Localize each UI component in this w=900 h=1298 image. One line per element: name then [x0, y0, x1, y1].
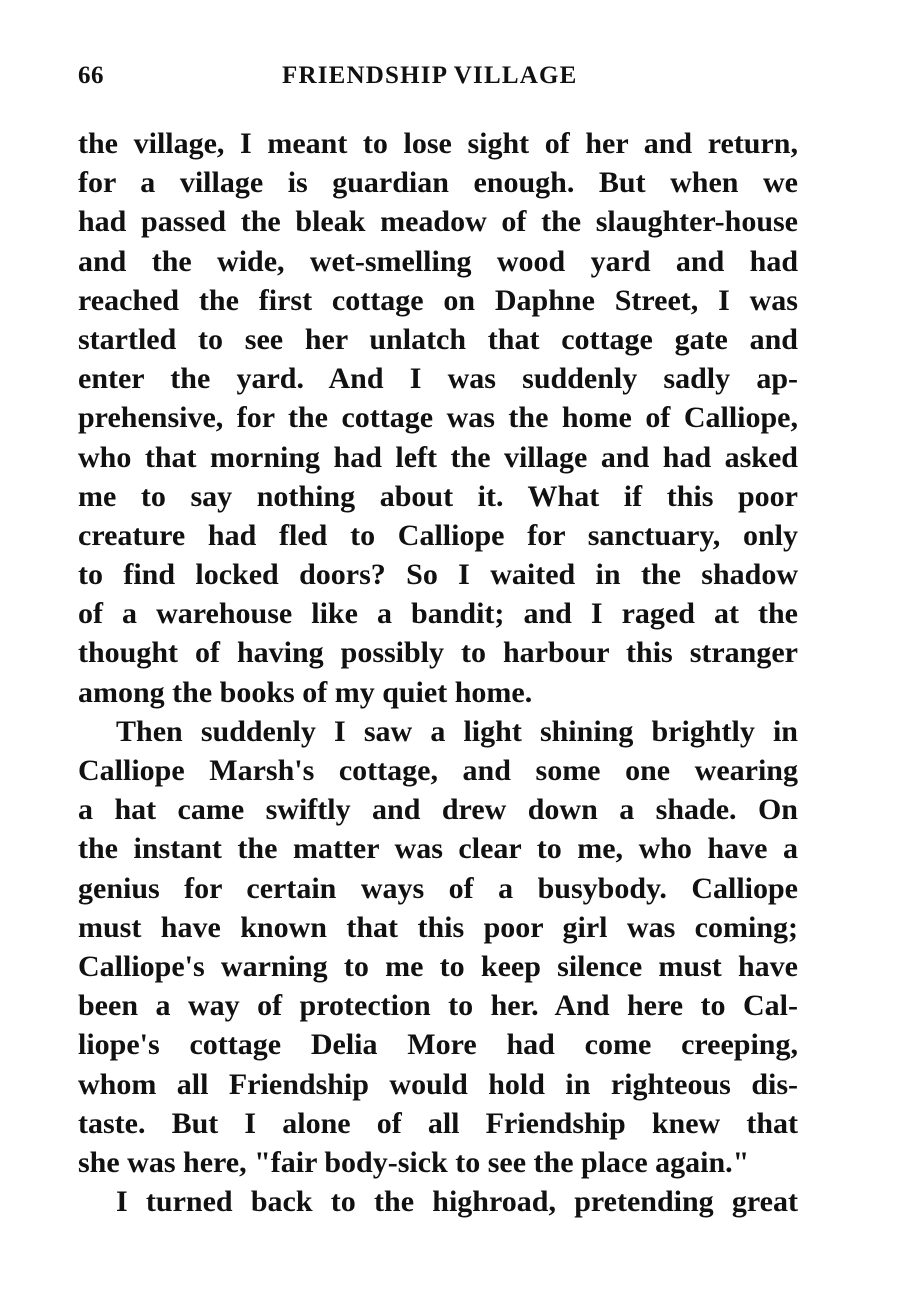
text-line: Calliope Marsh's cottage, and some one wearing: [78, 754, 798, 787]
text-line: I turned back to the highroad, pretending great: [116, 1185, 798, 1219]
text-line: whom all Friendship would hold in righteous dis-: [78, 1067, 798, 1101]
text-line: must have known that this poor girl was coming;: [78, 910, 798, 944]
page-number: 66: [78, 62, 104, 89]
text-line: startled to see her unlatch that cottage gate and: [78, 322, 798, 356]
text-line: thought of having possibly to harbour this stranger: [78, 636, 798, 670]
text-line: the village, I meant to lose sight of her and return,: [78, 127, 798, 160]
text-line: of a warehouse like a bandit; and I raged at the: [78, 597, 798, 631]
text-line: Then suddenly I saw a light shining brightly in: [116, 714, 798, 748]
text-line: been a way of protection to her. And here to Cal-: [78, 989, 798, 1023]
running-head: [78, 62, 798, 102]
text-line: creature had fled to Calliope for sanctuary, only: [78, 518, 798, 552]
text-line: taste. But I alone of all Friendship knew that: [78, 1106, 798, 1140]
text-line: enter the yard. And I was suddenly sadly ap-: [78, 362, 798, 396]
text-line: me to say nothing about it. What if this poor: [78, 479, 798, 513]
text-line: a hat came swiftly and drew down a shade. On: [78, 793, 798, 827]
text-line: she was here, "fair body-sick to see the place again.": [78, 1145, 750, 1179]
text-line: liope's cottage Delia More had come creeping,: [78, 1028, 798, 1062]
text-line: Calliope's warning to me to keep silence must have: [78, 949, 798, 983]
text-line: genius for certain ways of a busybody. Calliope: [78, 871, 798, 905]
text-line: the instant the matter was clear to me, who have a: [78, 832, 798, 866]
text-line: and the wide, wet-smelling wood yard and had: [78, 244, 798, 278]
text-line: reached the first cottage on Daphne Street, I was: [78, 283, 798, 317]
text-line: prehensive, for the cottage was the home of Calliope,: [78, 401, 798, 435]
text-line: to find locked doors? So I waited in the shadow: [78, 558, 798, 592]
text-line: had passed the bleak meadow of the slaughter-house: [78, 205, 798, 239]
body-text: [78, 124, 798, 1221]
text-line: who that morning had left the village and had asked: [78, 440, 798, 474]
text-line: among the books of my quiet home.: [78, 675, 533, 709]
text-line: for a village is guardian enough. But when we: [78, 166, 798, 200]
running-title: FRIENDSHIP VILLAGE: [282, 62, 578, 89]
